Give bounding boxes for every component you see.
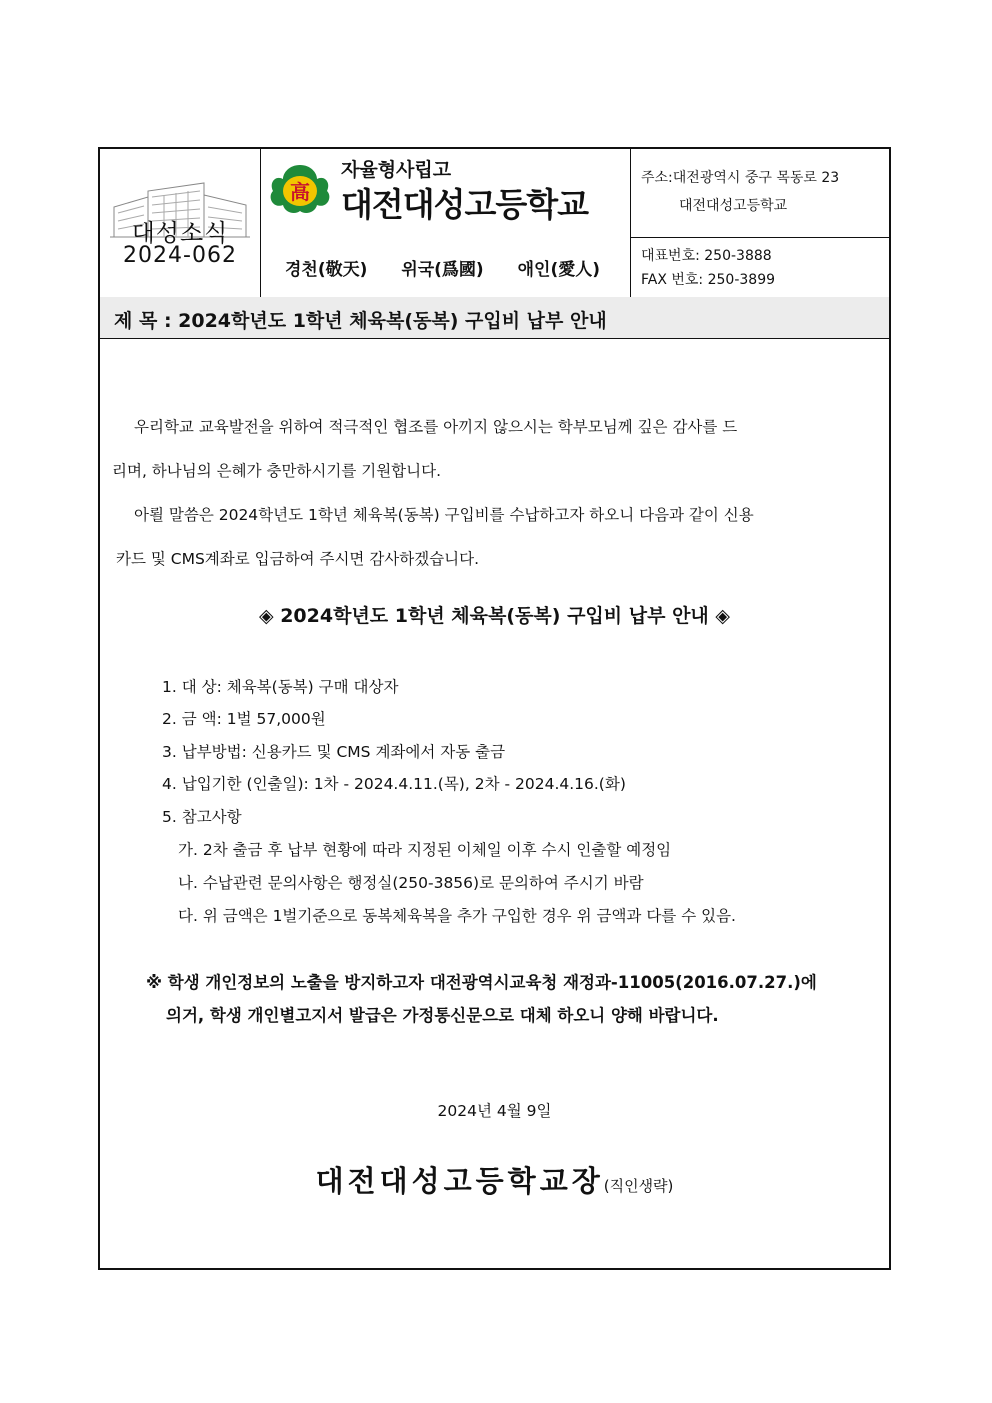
newsletter-number: 2024-062: [123, 243, 237, 268]
motto-item: 위국(爲國): [401, 260, 484, 280]
list-item: 3. 납부방법: 신용카드 및 CMS 계좌에서 자동 출금: [162, 743, 506, 761]
letterhead: [100, 149, 889, 298]
issue-date: 2024년 4월 9일: [437, 1102, 552, 1120]
paragraph-1-line-2: 리며, 하나님의 은혜가 충만하시기를 기원합니다.: [112, 462, 442, 480]
school-name: 대전대성고등학교: [341, 185, 589, 224]
document-frame: [98, 147, 891, 1270]
newsletter-box: [100, 149, 261, 297]
school-type: 자율형사립고: [341, 159, 452, 181]
signature-block: [100, 1159, 889, 1200]
list-item: 1. 대 상: 체육복(동복) 구매 대상자: [162, 678, 399, 696]
list-item: 5. 참고사항: [162, 808, 242, 826]
subject-title: 제 목 : 2024학년도 1학년 체육복(동복) 구입비 납부 안내: [114, 310, 607, 332]
paragraph-1-line-1: 우리학교 교육발전을 위하여 적극적인 협조를 아끼지 않으시는 학부모님께 깊은 감사를 드: [134, 418, 738, 436]
subject-bar: [100, 297, 889, 339]
paragraph-2-line-1: 아뢸 말씀은 2024학년도 1학년 체육복(동복) 구입비를 수납하고자 하오니 다음과 같이 신용: [134, 506, 754, 524]
motto-item: 애인(愛人): [517, 260, 601, 280]
sub-list-item: 가. 2차 출금 후 납부 현황에 따라 지정된 이체일 이후 수시 인출할 예정임: [178, 841, 672, 859]
sub-list-item: 나. 수납관련 문의사항은 행정실(250-3856)로 문의하여 주시기 바람: [178, 874, 644, 892]
privacy-notice-line-2: 의거, 학생 개인별고지서 발급은 가정통신문으로 대체 하오니 양해 바랍니다.: [166, 1006, 719, 1025]
address-line-1: 주소:대전광역시 중구 목동로 23: [641, 170, 840, 186]
seal-omitted-note: (직인생략): [603, 1177, 674, 1195]
motto-item: 경천(敬天): [285, 260, 368, 280]
school-emblem-icon: [267, 161, 333, 217]
principal-signature: 대전대성고등학교장: [315, 1164, 604, 1198]
address-line-2: 대전대성고등학교: [679, 198, 788, 214]
fax-number: FAX 번호: 250-3899: [641, 272, 776, 288]
privacy-notice-line-1: ※ 학생 개인정보의 노출을 방지하고자 대전광역시교육청 재정과-11005(2016.07.27.)에: [146, 973, 817, 992]
newsletter-title: 대성소식: [131, 219, 229, 247]
paragraph-2-line-2: 카드 및 CMS계좌로 입금하여 주시면 감사하겠습니다.: [116, 550, 480, 568]
school-mottos: [285, 255, 628, 280]
notice-heading: ◈ 2024학년도 1학년 체육복(동복) 구입비 납부 안내 ◈: [258, 605, 730, 627]
list-item: 4. 납입기한 (인출일): 1차 - 2024.4.11.(목), 2차 - 2024.4.16.(화): [162, 775, 626, 793]
phone-number: 대표번호: 250-3888: [641, 248, 772, 264]
svg-text:高: 高: [290, 180, 310, 204]
address-box: [631, 149, 889, 238]
sub-list-item: 다. 위 금액은 1벌기준으로 동복체육복을 추가 구입한 경우 위 금액과 다를 수 있음.: [178, 907, 736, 925]
list-item: 2. 금 액: 1벌 57,000원: [162, 710, 326, 728]
contact-box: [631, 149, 889, 297]
school-title-box: [261, 149, 631, 297]
